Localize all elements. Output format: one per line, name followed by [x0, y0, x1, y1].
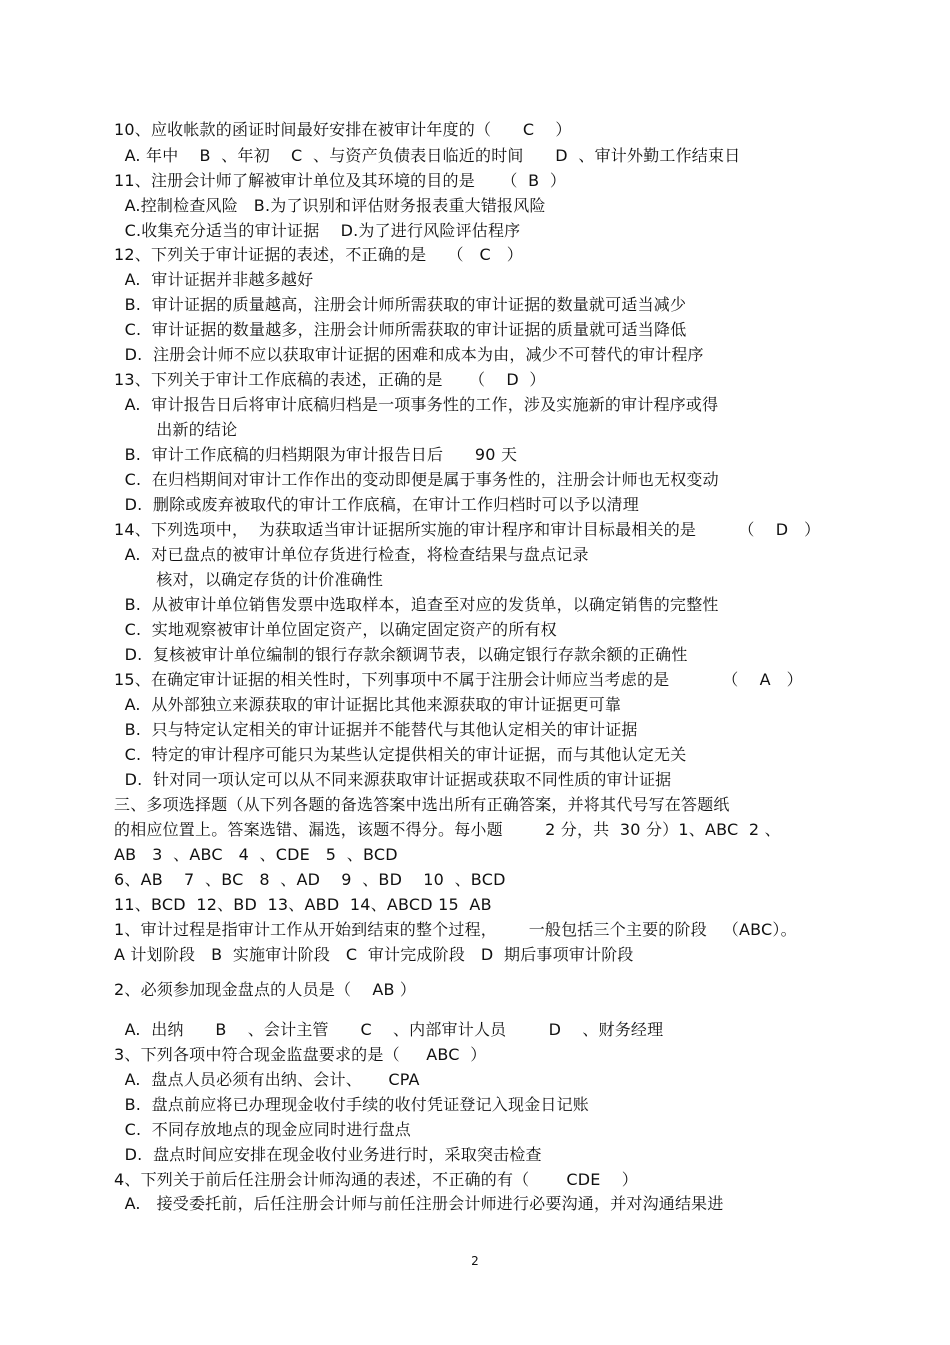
text-line: 11、注册会计师了解被审计单位及其环境的目的是 （ B ）: [114, 171, 567, 190]
text-line: 14、下列选项中， 为获取适当审计证据所实施的审计程序和审计目标最相关的是 （ D ）: [114, 520, 821, 539]
text-line: 4、下列关于前后任注册会计师沟通的表述，不正确的有（ CDE ）: [114, 1170, 638, 1189]
text-line: C. 实地观察被审计单位固定资产，以确定固定资产的所有权: [114, 620, 557, 639]
text-line: C. 审计证据的数量越多，注册会计师所需获取的审计证据的质量就可适当降低: [114, 320, 687, 339]
text-line: B. 盘点前应将已办理现金收付手续的收付凭证登记入现金日记账: [114, 1095, 590, 1114]
text-line: D. 注册会计师不应以获取审计证据的困难和成本为由，减少不可替代的审计程序: [114, 345, 704, 364]
text-line: 3、下列各项中符合现金监盘要求的是（ ABC ）: [114, 1045, 487, 1064]
text-line: A 计划阶段 B 实施审计阶段 C 审计完成阶段 D 期后事项审计阶段: [114, 945, 634, 964]
text-line: A. 盘点人员必须有出纳、会计、 CPA: [114, 1070, 420, 1089]
text-line: 11、BCD 12、BD 13、ABD 14、ABCD 15 AB: [114, 895, 492, 914]
text-line: C. 在归档期间对审计工作作出的变动即便是属于事务性的，注册会计师也无权变动: [114, 470, 719, 489]
text-line: D. 针对同一项认定可以从不同来源获取审计证据或获取不同性质的审计证据: [114, 770, 672, 789]
text-line: A. 出纳 B 、会计主管 C 、内部审计人员 D 、财务经理: [114, 1020, 664, 1039]
text-line: A. 年中 B 、年初 C 、与资产负债表日临近的时间 D 、审计外勤工作结束日: [114, 146, 741, 165]
text-line: 出新的结论: [114, 420, 238, 439]
text-line: 12、下列关于审计证据的表述，不正确的是 （ C ）: [114, 245, 523, 264]
text-line: AB 3 、ABC 4 、CDE 5 、BCD: [114, 845, 398, 864]
text-line: 10、应收帐款的函证时间最好安排在被审计年度的（ C ）: [114, 120, 572, 139]
text-line: D. 复核被审计单位编制的银行存款余额调节表，以确定银行存款余额的正确性: [114, 645, 688, 664]
text-line: B. 从被审计单位销售发票中选取样本，追查至对应的发货单，以确定销售的完整性: [114, 595, 719, 614]
text-line: 15、在确定审计证据的相关性时，下列事项中不属于注册会计师应当考虑的是 （ A ）: [114, 670, 803, 689]
text-line: A.控制检查风险 B.为了识别和评估财务报表重大错报风险: [114, 196, 546, 215]
text-line: 的相应位置上。答案选错、漏选，该题不得分。每小题 2 分，共 30 分）1、ABC 2 、: [114, 820, 781, 839]
text-line: A. 接受委托前，后任注册会计师与前任注册会计师进行必要沟通，并对沟通结果进: [114, 1194, 724, 1213]
text-line: A. 从外部独立来源获取的审计证据比其他来源获取的审计证据更可靠: [114, 695, 622, 714]
text-line: A. 审计报告日后将审计底稿归档是一项事务性的工作，涉及实施新的审计程序或得: [114, 395, 719, 414]
text-line: 13、下列关于审计工作底稿的表述，正确的是 （ D ）: [114, 370, 546, 389]
text-line: A. 对已盘点的被审计单位存货进行检查，将检查结果与盘点记录: [114, 545, 589, 564]
text-line: 三、多项选择题（从下列各题的备选答案中选出所有正确答案，并将其代号写在答题纸: [114, 795, 730, 814]
text-line: C. 不同存放地点的现金应同时进行盘点: [114, 1120, 412, 1139]
text-line: D. 删除或废弃被取代的审计工作底稿，在审计工作归档时可以予以清理: [114, 495, 639, 514]
text-line: 6、AB 7 、BC 8 、AD 9 、BD 10 、BCD: [114, 870, 506, 889]
text-line: C.收集充分适当的审计证据 D.为了进行风险评估程序: [114, 221, 521, 240]
page-number: 2: [471, 1254, 479, 1268]
text-line: 1、审计过程是指审计工作从开始到结束的整个过程， 一般包括三个主要的阶段 （ABC）。: [114, 920, 797, 939]
text-line: B. 审计证据的质量越高，注册会计师所需获取的审计证据的数量就可适当减少: [114, 295, 687, 314]
text-line: B. 只与特定认定相关的审计证据并不能替代与其他认定相关的审计证据: [114, 720, 638, 739]
text-line: D. 盘点时间应安排在现金收付业务进行时，采取突击检查: [114, 1145, 542, 1164]
text-line: 核对，以确定存货的计价准确性: [114, 570, 384, 589]
text-line: A. 审计证据并非越多越好: [114, 270, 314, 289]
text-line: 2、必须参加现金盘点的人员是（ AB ）: [114, 980, 417, 999]
text-line: B. 审计工作底稿的归档期限为审计报告日后 90 天: [114, 445, 518, 464]
text-line: C. 特定的审计程序可能只为某些认定提供相关的审计证据，而与其他认定无关: [114, 745, 687, 764]
